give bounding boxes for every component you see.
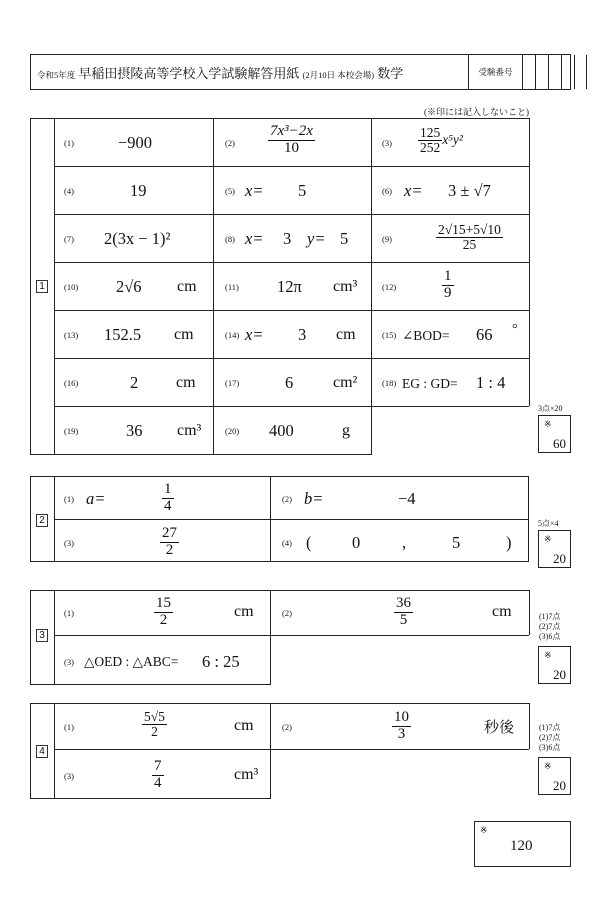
question-number: (15) (382, 330, 397, 340)
exam-number-cell[interactable] (561, 55, 574, 89)
answer-1-1: −900 (118, 133, 153, 152)
fraction-denominator: 4 (164, 497, 172, 514)
prefix-b: b= (304, 489, 324, 508)
section-3-table (30, 590, 31, 684)
exam-number-label: 受験番号 (468, 55, 522, 89)
answer-1-20: 400 (269, 421, 294, 440)
paren-open: ( (306, 533, 312, 552)
points-line: (2)7点 (539, 733, 561, 742)
fraction-numerator: 125 (420, 125, 441, 140)
score-box-1 (538, 415, 571, 453)
question-number: (16) (64, 378, 79, 388)
score-box-2 (538, 530, 571, 568)
fraction-denominator: 4 (154, 774, 162, 791)
question-number: (3) (382, 138, 392, 148)
prefix-x: x= (245, 181, 264, 200)
section-4-label: 4 (36, 745, 48, 758)
unit-label: cm (336, 326, 356, 343)
instruction-note: (※印には記入しないこと) (424, 107, 529, 117)
fraction-denominator: 252 (420, 140, 441, 156)
answer-2-1 (162, 482, 174, 515)
unit-label: cm³ (333, 278, 358, 295)
answer-2-3 (160, 526, 179, 559)
question-number: (20) (225, 426, 240, 436)
answer-1-13: 152.5 (104, 325, 142, 344)
fraction-numerator: 1 (164, 481, 172, 497)
points-note: 3点×20 (538, 404, 563, 413)
unit-label: cm³ (234, 766, 259, 783)
score-value: 60 (553, 436, 566, 451)
question-number: (2) (282, 722, 292, 732)
question-number: (1) (64, 722, 74, 732)
question-number: (7) (64, 234, 74, 244)
answer-1-12 (442, 269, 454, 302)
answer-4-3 (152, 759, 164, 792)
subject-label: 数学 (377, 66, 404, 81)
answer-1-18: 1 : 4 (476, 373, 506, 392)
exam-number-cell[interactable] (548, 55, 561, 89)
question-number: (2) (282, 494, 292, 504)
answer-1-14: 3 (298, 325, 307, 344)
unit-label: cm (177, 278, 197, 295)
total-score-box (474, 821, 571, 867)
answer-1-7: 2(3x − 1)² (104, 229, 171, 248)
comma: , (402, 533, 407, 552)
question-number: (17) (225, 378, 240, 388)
question-number: (2) (282, 608, 292, 618)
question-number: (2) (225, 138, 235, 148)
question-number: (1) (64, 494, 74, 504)
prefix-triangle-ratio: △OED : △ABC= (84, 654, 179, 669)
fraction-numerator: 7 (154, 758, 162, 774)
score-mark: ※ (544, 761, 552, 771)
question-number: (19) (64, 426, 79, 436)
answer-2-4-y: 5 (452, 533, 461, 552)
answer-1-8-y: 5 (340, 229, 349, 248)
variable-part: x⁵y² (442, 131, 463, 147)
answer-1-16: 2 (130, 373, 139, 392)
score-value: 20 (553, 551, 566, 566)
score-mark: ※ (480, 825, 488, 835)
answer-1-10: 2√6 (116, 277, 142, 296)
date-note: (2月10日 本校会場) (302, 70, 375, 80)
question-number: (12) (382, 282, 397, 292)
answer-3-1 (154, 596, 173, 629)
fraction-numerator: 5√5 (144, 709, 165, 724)
question-number: (18) (382, 378, 397, 388)
fraction-denominator: 2 (151, 724, 158, 740)
fraction-denominator: 3 (397, 725, 406, 742)
score-box-4 (538, 757, 571, 795)
score-mark: ※ (544, 650, 552, 660)
answer-1-6: 3 ± √7 (448, 181, 491, 200)
fraction-denominator: 25 (462, 237, 477, 253)
prefix-ratio: EG : GD= (402, 376, 458, 391)
score-value: 20 (553, 667, 566, 682)
fraction-denominator: 5 (399, 611, 408, 628)
unit-label: cm² (333, 374, 358, 391)
fraction-denominator: 9 (444, 284, 452, 301)
answer-1-19: 36 (126, 421, 143, 440)
unit-label: cm³ (177, 422, 202, 439)
answer-4-1 (142, 710, 167, 739)
score-mark: ※ (544, 534, 552, 544)
era-label: 令和5年度 (37, 70, 76, 80)
unit-label: 秒後 (484, 720, 515, 736)
answer-1-8-x: 3 (283, 229, 292, 248)
fraction-denominator: 10 (283, 139, 299, 156)
fraction-numerator: 7x³−2x (270, 123, 313, 139)
exam-number-cell[interactable] (574, 55, 586, 89)
exam-number-cell[interactable] (535, 55, 548, 89)
question-number: (3) (64, 657, 74, 667)
prefix-x: x= (245, 229, 264, 248)
question-number: (3) (64, 538, 74, 548)
fraction-denominator: 2 (165, 541, 174, 558)
points-line: (3)6点 (539, 632, 561, 641)
exam-number-cell[interactable] (522, 55, 535, 89)
score-value: 20 (553, 778, 566, 793)
points-line: (2)7点 (539, 622, 561, 631)
exam-number-cell[interactable] (586, 55, 600, 89)
score-mark: ※ (544, 419, 552, 429)
section-2-label: 2 (36, 514, 48, 527)
unit-label: g (342, 422, 350, 439)
answer-1-3 (418, 126, 463, 155)
question-number: (3) (64, 771, 74, 781)
question-number: (5) (225, 186, 235, 196)
total-score-value: 120 (510, 838, 533, 854)
answer-3-3: 6 : 25 (202, 652, 240, 671)
answer-1-17: 6 (285, 373, 294, 392)
answer-1-2 (268, 124, 315, 157)
fraction-numerator: 36 (396, 595, 411, 611)
fraction-numerator: 1 (444, 268, 452, 284)
paren-close: ) (506, 533, 512, 552)
answer-1-4: 19 (130, 181, 147, 200)
fraction-numerator: 27 (162, 525, 177, 541)
prefix-angle: ∠BOD= (402, 328, 450, 343)
answer-sheet-header (30, 54, 571, 90)
question-number: (1) (64, 138, 74, 148)
sheet-title (37, 63, 437, 82)
section-1-label: 1 (36, 280, 48, 293)
question-number: (4) (64, 186, 74, 196)
answer-1-5: 5 (298, 181, 307, 200)
answer-2-4-x: 0 (352, 533, 361, 552)
points-line: (1)7点 (539, 612, 561, 621)
question-number: (8) (225, 234, 235, 244)
question-number: (1) (64, 608, 74, 618)
answer-1-9 (436, 223, 503, 252)
answer-4-2 (392, 710, 411, 743)
fraction-numerator: 15 (156, 595, 171, 611)
answer-3-2 (394, 596, 413, 629)
section-3-label: 3 (36, 629, 48, 642)
prefix-x: x= (404, 181, 423, 200)
question-number: (4) (282, 538, 292, 548)
question-number: (6) (382, 186, 392, 196)
fraction-numerator: 10 (394, 709, 409, 725)
points-line: (3)6点 (539, 743, 561, 752)
answer-1-15: 66 (476, 325, 493, 344)
unit-label: cm (234, 603, 254, 620)
answer-2-2: −4 (398, 489, 416, 508)
unit-label: cm (234, 717, 254, 734)
prefix-y: y= (307, 229, 326, 248)
points-line: (1)7点 (539, 723, 561, 732)
section-4-table (30, 703, 31, 798)
prefix-x: x= (245, 325, 264, 344)
question-number: (13) (64, 330, 79, 340)
fraction-denominator: 2 (159, 611, 168, 628)
unit-label: ° (512, 322, 518, 337)
unit-label: cm (492, 603, 512, 620)
unit-label: cm (174, 326, 194, 343)
question-number: (10) (64, 282, 79, 292)
fraction-numerator: 2√15+5√10 (438, 222, 501, 237)
unit-label: cm (176, 374, 196, 391)
points-note (539, 612, 560, 642)
points-note (539, 723, 560, 753)
question-number: (11) (225, 282, 239, 292)
title-text: 早稲田摂陵高等学校入学試験解答用紙 (78, 66, 300, 81)
prefix-a: a= (86, 489, 106, 508)
score-box-3 (538, 646, 571, 684)
question-number: (14) (225, 330, 240, 340)
points-note: 5点×4 (538, 519, 559, 528)
question-number: (9) (382, 234, 392, 244)
answer-1-11: 12π (277, 277, 302, 296)
